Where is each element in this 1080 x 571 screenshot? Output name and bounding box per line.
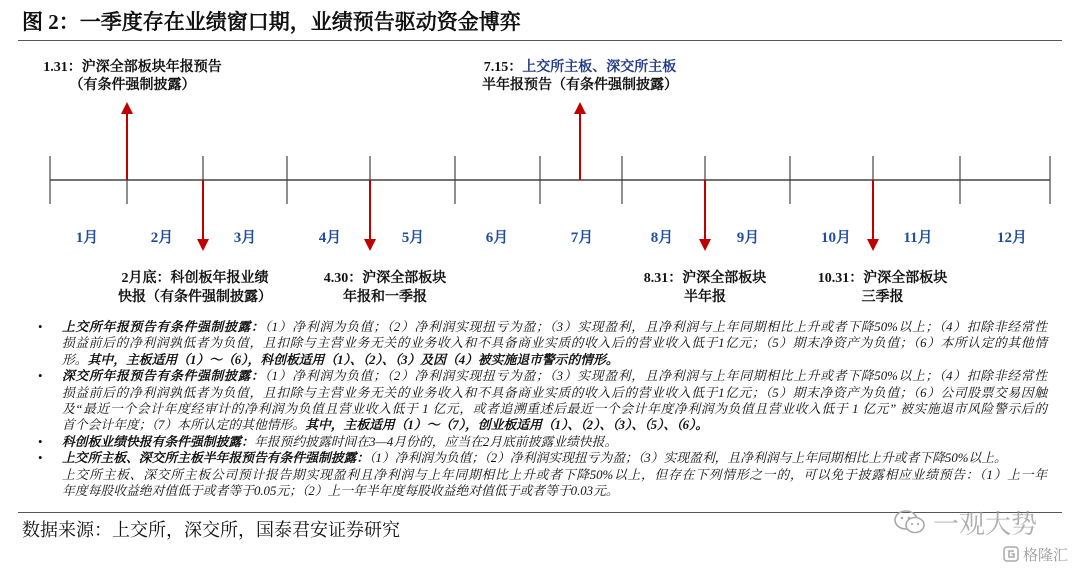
note-text: 形。 [62,352,88,367]
note-text: 首个会计年度；（7）本所认定的其他情形。 [62,418,306,433]
note-text: （1）净利润为负值；（2）净利润实现扭亏为盈；（3）实现盈利，且净利润与上年同期相比上升或者下降50%以上；（4）扣除非经常性 [264,369,1047,384]
watermark-logo-name: 格隆汇 [1023,545,1069,564]
bullet-icon: • [38,320,43,334]
month-label: 2月 [150,230,174,246]
arrow-head [867,239,879,251]
event-label-line2: 年报和一季报 [343,290,427,305]
month-label: 6月 [485,230,509,246]
month-label: 10月 [820,230,851,246]
event-label-line1: 1.31：沪深全部板块年报预告 [43,60,222,75]
source-note: 数据来源：上交所，深交所，国泰君安证券研究 [22,520,400,540]
note-emphasis: 深交所年报预告有条件强制披露： [62,369,265,384]
bullet-icon: • [38,434,43,449]
note-text: 年度每股收益绝对值低于或者等于0.05元；（2）上一年半年度每股收益绝对值低于或者等于0.03元。 [62,483,619,498]
note-emphasis: 其中，主板适用（1）～（7），创业板适用（1）、（2）、（3）、（5）、（6）。 [305,418,709,433]
arrow-down-icon-oct31 [867,180,879,251]
month-label: 4月 [318,230,342,246]
event-label-line2: 三季报 [861,290,904,305]
note-line [38,434,1047,450]
logo-icon [1003,546,1019,562]
event-label-line1 [465,59,695,77]
event-label-line1: 10.31：沪深全部板块 [817,271,948,286]
note-line [62,335,1047,351]
month-label: 3月 [233,230,257,246]
note-text: （1）净利润为负值；（2）净利润实现扭亏为盈；（3）实现盈利，且净利润与上年同期相比上升或者下降50%以上；（4）扣除非经常性 [264,320,1047,334]
note-text: 上交所主板、深交所主板公司预计报告期实现盈利且净利润与上年同期相比上升或者下降50%以上，但存在下列情形之一的，可以免于披露相应业绩预告：（1）上一年 [62,467,1047,482]
month-label: 7月 [570,230,594,246]
note-line [62,401,1047,417]
event-boards: 上交所主板、深交所主板 [522,60,677,75]
note-line [62,385,1047,401]
arrow-head [574,102,586,114]
event-label-line1: 8.31：沪深全部板块 [643,271,767,286]
arrow-head [364,239,376,251]
arrow-head [197,239,209,251]
arrow-down-icon-apr30 [364,180,376,251]
event-date: 7.15： [483,60,523,75]
watermark-account [893,506,1037,538]
watermark-logo [1003,545,1068,563]
arrow-head [121,102,133,114]
note-emphasis: 上交所年报预告有条件强制披露： [62,320,265,334]
event-annotation-jan31 [35,59,230,95]
event-label-line2: 半年报预告（有条件强制披露） [482,78,678,93]
event-label-line2: 半年报 [684,290,726,305]
note-emphasis: 上交所主板、深交所主板半年报预告有条件强制披露： [62,451,370,466]
bullet-icon: • [38,369,43,384]
note-line [38,319,1047,335]
arrow-up-icon-jul15 [574,102,586,180]
figure-title: 图 2：一季度存在业绩窗口期，业绩预告驱动资金博弈 [22,10,521,34]
note-text: 年报预约披露时间在3—4月份的，应当在2月底前披露业绩快报。 [253,434,618,449]
event-label-line1: 4.30：沪深全部板块 [323,271,447,286]
month-label: 11月 [903,230,933,246]
arrow-down-icon-feb-end [197,180,209,251]
event-label-line2: （有条件强制披露） [69,78,196,93]
note-text: 损益前后的净利润孰低者为负值，且扣除与主营业务无关的业务收入和不具备商业实质的收入后的营业收入低于1亿元；（5）期末净资产为负值；（6）公司股票交易因触 [62,385,1047,400]
note-text: （1）净利润为负值；（2）净利润实现扭亏为盈；（3）实现盈利，且净利润与上年同期相比上升或者下降50%以上。 [369,451,1007,466]
event-label-line2: 快报（有条件强制披露） [118,290,272,305]
month-label: 1月 [75,230,99,246]
month-label: 8月 [650,230,674,246]
note-emphasis: 其中，主板适用（1）～（6），科创板适用（1）、（2）、（3）及因（4）被实施退市警示的情形。 [87,352,619,367]
note-line [38,450,1047,466]
event-annotation-aug31 [625,269,785,307]
note-line [62,467,1047,483]
event-annotation-oct31 [800,269,965,307]
note-line [62,417,1047,433]
event-annotation-feb-end [100,269,290,307]
event-annotation-apr30 [305,269,465,307]
wechat-icon [893,508,927,536]
note-line [38,368,1047,384]
bullet-icon: • [38,451,43,466]
event-annotation-jul15 [465,59,695,95]
note-line [62,483,1047,499]
notes-list [38,319,1047,499]
note-text: 及“最近一个会计年度经审计的净利润为负值且营业收入低于 1 亿元，或者追溯重述后最近一个会计年度净利润为负值且营业收入低于 1 亿元” 被实施退市风险警示后的 [62,401,1047,416]
month-label: 9月 [736,230,760,246]
note-line [62,352,1047,368]
month-label: 5月 [401,230,425,246]
arrow-head [699,239,711,251]
note-emphasis: 科创板业绩快报有条件强制披露： [62,434,254,449]
watermark-account-name: 一观大势 [933,509,1038,540]
note-text: 损益前后的净利润孰低者为负值，且扣除与主营业务无关的业务收入和不具备商业实质的收入后的营业收入低于1亿元；（5）期末净资产为负值；（6）本所认定的其他情 [62,336,1047,351]
arrow-down-icon-aug31 [699,180,711,251]
month-label: 12月 [996,230,1027,246]
arrow-up-icon-jan31 [121,102,133,180]
event-label-line1: 2月底：科创板年报业绩 [121,271,269,286]
